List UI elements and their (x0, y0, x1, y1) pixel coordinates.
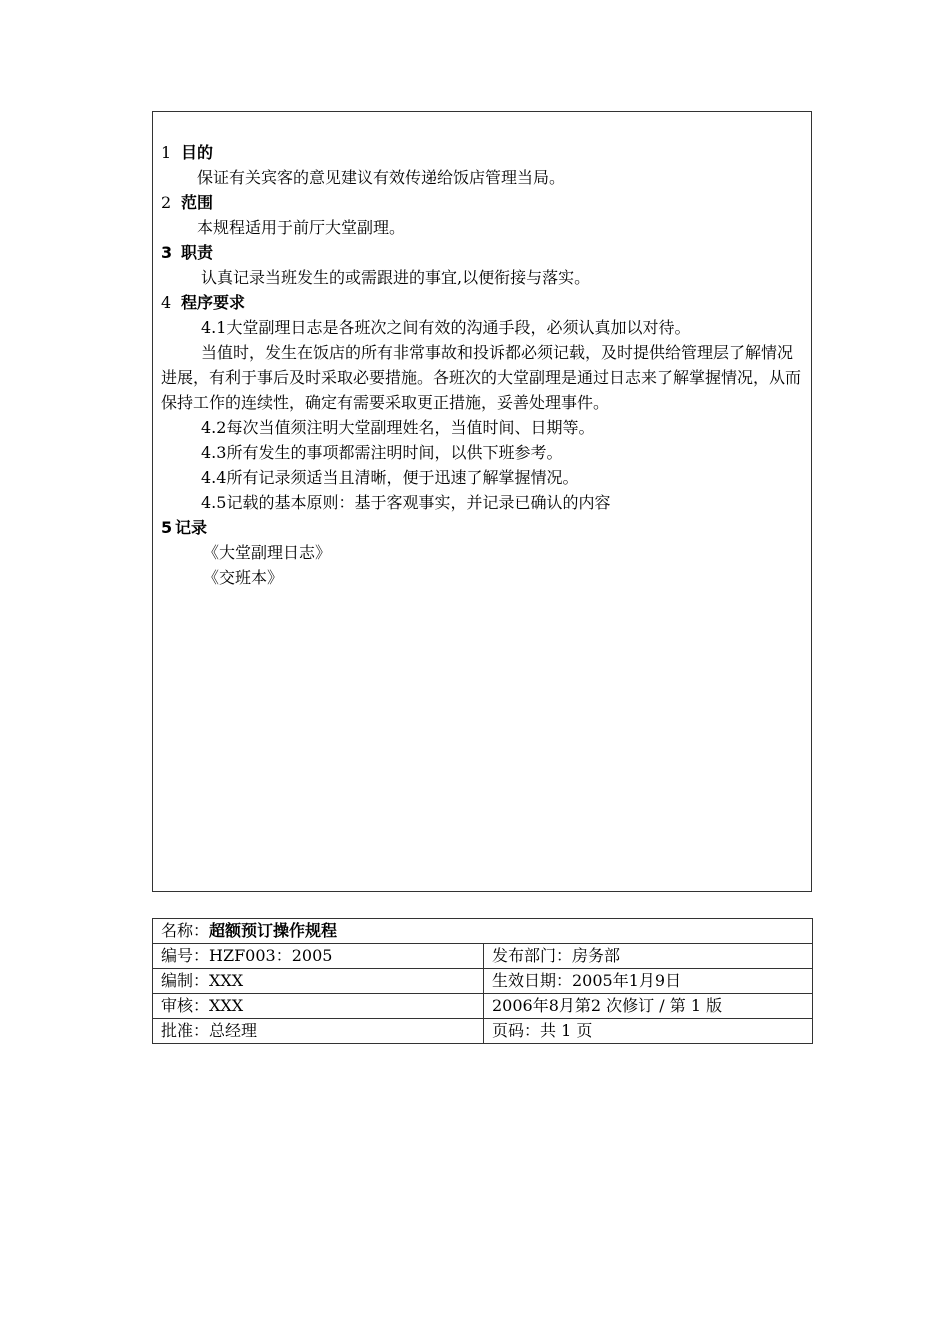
section-title: 职责 (181, 243, 214, 262)
table-row (153, 969, 813, 994)
approver-cell: 批准：总经理 (153, 1019, 484, 1044)
section-number: 4 (161, 293, 172, 312)
section-4-paragraph-4: 4.3所有发生的事项都需注明时间，以供下班参考。 (201, 443, 563, 462)
section-number: 2 (161, 193, 172, 212)
table-row (153, 1019, 813, 1044)
record-item: 《交班本》 (203, 568, 284, 587)
revision-cell: 2006年8月第2 次修订 / 第 1 版 (484, 994, 813, 1019)
section-3-heading (161, 240, 806, 265)
table-row (153, 994, 813, 1019)
section-title: 记录 (175, 518, 208, 537)
procedure-content-box (152, 111, 812, 892)
name-cell (153, 919, 813, 944)
editor-cell: 编制：XXX (153, 969, 484, 994)
section-2-body: 本规程适用于前厅大堂副理。 (197, 218, 406, 237)
procedure-name: 超额预订操作规程 (209, 921, 338, 940)
section-3-body: 认真记录当班发生的或需跟进的事宜,以便衔接与落实。 (201, 268, 591, 287)
section-number: 5 (161, 518, 173, 537)
effective-date-cell: 生效日期：2005年1月9日 (484, 969, 813, 994)
section-2-heading (161, 190, 806, 215)
section-4-paragraph-5: 4.4所有记录须适当且清晰，便于迅速了解掌握情况。 (201, 468, 579, 487)
section-number: 1 (161, 143, 172, 162)
code-cell: 编号：HZF003：2005 (153, 944, 484, 969)
section-4-heading (161, 290, 806, 315)
record-item: 《大堂副理日志》 (203, 543, 332, 562)
document-info-table (152, 918, 813, 1044)
section-number: 3 (161, 243, 173, 262)
procedure-content (161, 140, 806, 590)
table-row (153, 919, 813, 944)
section-4-paragraph-2: 当值时，发生在饭店的所有非常事故和投诉都必须记载，及时提供给管理层了解情况进展，有利于事后及时采取必要措施。各班次的大堂副理是通过日志来了解掌握情况，从而保持工作的连续性，确定有需要采取更正措施，妥善处理事件。 (161, 343, 802, 412)
section-4-paragraph-6: 4.5记载的基本原则：基于客观事实，并记录已确认的内容 (201, 493, 611, 512)
page-count-cell: 页码：共 1 页 (484, 1019, 813, 1044)
table-row (153, 944, 813, 969)
section-title: 目的 (181, 143, 214, 162)
section-4-paragraph-3: 4.2每次当值须注明大堂副理姓名，当值时间、日期等。 (201, 418, 595, 437)
reviewer-cell: 审核：XXX (153, 994, 484, 1019)
section-5-heading (161, 515, 806, 540)
section-title: 程序要求 (181, 293, 246, 312)
section-4-paragraph-1: 4.1大堂副理日志是各班次之间有效的沟通手段，必须认真加以对待。 (201, 318, 691, 337)
section-title: 范围 (181, 193, 214, 212)
department-cell: 发布部门：房务部 (484, 944, 813, 969)
section-1-heading (161, 140, 806, 165)
section-1-body: 保证有关宾客的意见建议有效传递给饭店管理当局。 (197, 168, 566, 187)
name-label: 名称： (161, 921, 210, 940)
